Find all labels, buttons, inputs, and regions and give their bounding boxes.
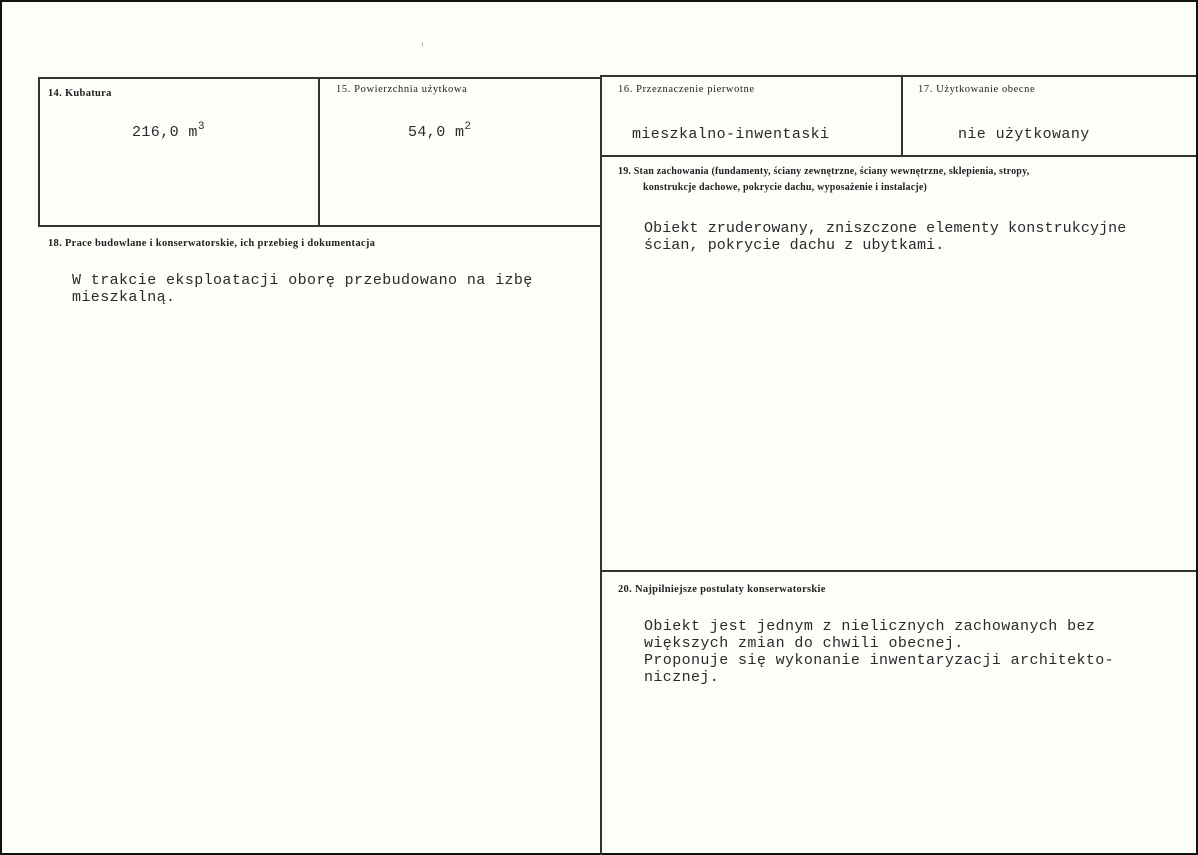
- field-15-value: [408, 121, 472, 143]
- field-15-value-exponent: 2: [464, 121, 472, 133]
- field-20-label: 20. Najpilniejsze postulaty konserwatorskie: [618, 584, 826, 595]
- field-14-label: 14. Kubatura: [48, 88, 112, 99]
- field-19-label: 19. Stan zachowania (fundamenty, ściany zewnętrzne, ściany wewnętrzne, sklepienia, stropy,: [618, 166, 1030, 177]
- rule-center-divider: [600, 75, 602, 855]
- field-16-label: 16. Przeznaczenie pierwotne: [618, 84, 755, 95]
- rule-14-15-divider: [318, 77, 320, 227]
- rule-left-edge: [38, 77, 40, 227]
- field-15-label: 15. Powierzchnia użytkowa: [336, 84, 468, 95]
- field-14-value-exponent: 3: [197, 121, 205, 133]
- rule-below-16-17: [602, 155, 1196, 157]
- field-14-value: [132, 121, 205, 143]
- rule-top-left: [38, 77, 602, 79]
- rule-16-17-divider: [901, 75, 903, 157]
- field-15-value-text: 54,0 m: [408, 124, 465, 141]
- field-19-line-1: Obiekt zruderowany, zniszczone elementy konstrukcyjne: [644, 220, 1127, 237]
- rule-top-right: [602, 75, 1196, 77]
- scan-mark: [422, 42, 423, 47]
- field-20-line-2: większych zmian do chwili obecnej.: [644, 635, 964, 652]
- field-20-line-3: Proponuje się wykonanie inwentaryzacji architekto-: [644, 652, 1115, 669]
- field-18-line-1: W trakcie eksploatacji oborę przebudowano na izbę: [72, 272, 533, 289]
- rule-below-14-15: [38, 225, 602, 227]
- field-20-line-1: Obiekt jest jednym z nielicznych zachowanych bez: [644, 618, 1096, 635]
- field-17-label: 17. Użytkowanie obecne: [918, 84, 1036, 95]
- field-16-value: mieszkalno-inwentaski: [632, 126, 830, 143]
- field-20-line-4: nicznej.: [644, 669, 720, 686]
- field-19-line-2: ścian, pokrycie dachu z ubytkami.: [644, 237, 945, 254]
- field-18-line-2: mieszkalną.: [72, 289, 176, 306]
- field-19-label-cont: konstrukcje dachowe, pokrycie dachu, wyposażenie i instalacje): [643, 182, 928, 193]
- field-18-label: 18. Prace budowlane i konserwatorskie, ich przebieg i dokumentacja: [48, 238, 376, 249]
- field-14-value-text: 216,0 m: [132, 124, 198, 141]
- field-17-value: nie użytkowany: [958, 126, 1090, 143]
- rule-above-20: [602, 570, 1196, 572]
